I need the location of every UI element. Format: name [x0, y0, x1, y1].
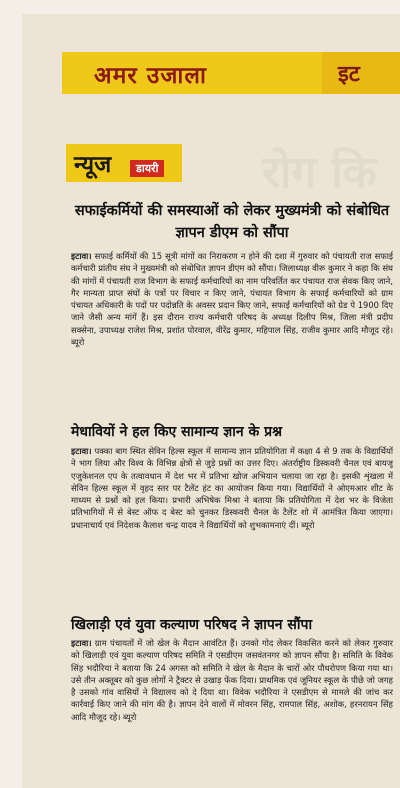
article-2-headline: मेधावियों ने हल किए सामान्य ज्ञान के प्रश्न	[71, 424, 283, 440]
article-3-text: ग्राम पंचायतों में जो खेल के मैदान आवंटित हैं। उनको गोद लेकर विकसित करने को लेकर गुरुवार को खिलाड़ी एवं युवा कल्याण परिषद समिति ने एसडीएम जसवंतनगर को ज्ञापन सौंपा है। समिति के विवेक सिंह भदौरिया ने बताया कि 24 अगस्त को समिति ने खेल के मैदान के चारों ओर पौधरोपण किया गया था। उसे तीन अक्तूबर को कुछ लोगों ने ट्रैक्टर से उखाड़ फेंक दिया। प्राथमिक एवं जूनियर स्कूल के पीछे जो जगह है उसको गांव वासियों ने विद्यालय को दे दिया था। विवेक भदौरिया ने एसडीएम से मामले की जांच कर कार्रवाई किए जाने की मांग की है। ज्ञापन देने वालों में मोवरन सिंह, रामपाल सिंह, अशोक, हरनरायन सिंह आदि मौजूद रहे। ब्यूरो	[71, 638, 393, 722]
article-3-dateline: इटावा।	[71, 638, 92, 648]
article-1-dateline: इटावा।	[71, 251, 92, 261]
section-label: न्यूज	[74, 151, 112, 178]
article-1-text: सफाई कर्मियों की 15 सूत्री मांगों का निराकरण न होने की दशा में गुरुवार को पंचायती राज सफाई कर्मचारी प्रांतीय संघ ने मुख्यमंत्री को संबोधित ज्ञापन डीएम को सौंपा। जिलाध्यक्ष वीरू कुमार ने कहा कि संघ की मांगों में पंचायती राज विभाग के सफाई कर्मचारियों का नाम परिवर्तित कर पंचायत राज सेवक किए जाने, गैर मान्यता प्राप्त संघों के पत्रों पर विचार न किए जाने, पंचायत विभाग के सफाई कर्मचारियों को ग्राम पंचायत अधिकारी के पदों पर पदोन्नति के अवसर प्रदान किए जाने, सफाई कर्मचारियों को ग्रेड पे 1900 दिए जाने जैसी अन्य मांगें हैं। इस दौरान राज्य कर्मचारी परिषद के अध्यक्ष दिलीप मिश्र, जिला मंत्री प्रदीप सक्सेना, उपाध्यक्ष राजेश मिश्र, प्रशांत पोरवाल, वीरेंद्र कुमार, महिपाल सिंह, राजीव कुमार आदि मौजूद रहे। ब्यूरो	[71, 251, 393, 348]
masthead-edition-fragment: इट	[338, 61, 360, 87]
article-1-headline: सफाईकर्मियों की समस्याओं को लेकर मुख्यमंत्री को संबोधित ज्ञापन डीएम को सौंपा	[74, 202, 390, 241]
article-2-text: पक्का बाग स्थित सेविन हिल्स स्कूल में सामान्य ज्ञान प्रतियोगिता में कक्षा 4 से 9 तक के विद्यार्थियों ने भाग लिया और विश्व के विभिन्न क्षेत्रों से जुड़े प्रश्नों का उत्तर दिए। अंतर्राष्ट्रीय डिस्कवरी चैनल एवं बायजू एजुकेशनल एप के तत्वावधान में देश भर में प्रतिभा खोज अभियान चलाया जा रहा है। इसकी शृंखला में सेविन हिल्स स्कूल में वृहद स्तर पर टैलेंट हंट का आयोजन किया गया। विद्यार्थियों ने ओएमआर शीट के माध्यम से प्रश्नों को हल किया। प्रभारी अभिषेक मिश्रा ने बताया कि प्रतियोगिता में देश भर के विजेता प्रतिभागियों में से बेस्ट ऑफ द बेस्ट को चुनकर डिस्कवरी चैनल के टैलेंट शो में आमंत्रित किया जाएगा। प्रधानाचार्य एवं निदेशक कैलाश चन्द्र यादव ने विद्यार्थियों को शुभकामनाएं दीं। ब्यूरो	[71, 446, 393, 530]
masthead-banner	[62, 52, 400, 94]
article-1-body	[71, 250, 393, 420]
faded-background-text: रोग कि	[262, 147, 377, 198]
newspaper-logo: अमर उजाला	[94, 62, 207, 89]
article-3-body	[71, 637, 393, 782]
article-2-dateline: इटावा।	[71, 446, 92, 456]
masthead-edition-block	[322, 52, 400, 94]
section-badge	[66, 144, 182, 182]
article-3-headline: खिलाड़ी एवं युवा कल्याण परिषद ने ज्ञापन सौंपा	[71, 617, 313, 633]
article-2-body	[71, 445, 393, 613]
section-tag: डायरी	[130, 160, 164, 177]
